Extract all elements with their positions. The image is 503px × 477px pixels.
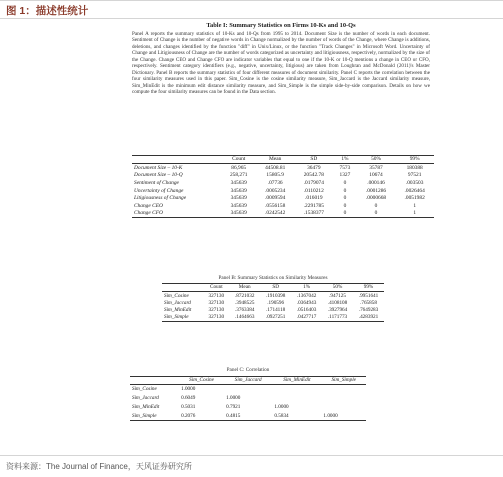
table-cell: .016019 xyxy=(305,195,323,202)
panel-c-col-header: Sim_Jaccard xyxy=(224,377,272,385)
table-cell: .8721032 xyxy=(234,292,255,299)
table-row xyxy=(130,403,366,412)
panel-a-table xyxy=(132,155,434,218)
table-cell: .0026464 xyxy=(404,187,425,194)
panel-c-header-row xyxy=(130,377,366,385)
table-cell: .3927964 xyxy=(327,306,348,313)
panel-a-col-header: Mean xyxy=(256,156,295,164)
table-cell: .0001286 xyxy=(365,187,387,194)
row-label: Sim_MinEdit xyxy=(164,306,192,313)
table-cell: 345639 xyxy=(222,210,256,218)
footer-divider xyxy=(0,455,503,456)
table-cell: .2291785 xyxy=(303,202,324,209)
table-cell: 0 xyxy=(343,187,347,194)
table-cell: 0 xyxy=(357,210,396,218)
table-cell: 345639 xyxy=(230,202,247,209)
table-cell: 1.0000 xyxy=(274,403,289,410)
row-label: Sim_Cosine xyxy=(132,386,157,393)
table-cell: 44508.81 xyxy=(265,164,286,171)
table-row xyxy=(132,194,434,202)
table-row xyxy=(130,394,366,403)
row-label: Change CFO xyxy=(132,210,222,218)
table-cell: 1.0000 xyxy=(321,411,366,420)
table-cell: 7573 xyxy=(339,164,351,171)
table-cell: .0427717 xyxy=(291,314,322,322)
table-cell: 258,271 xyxy=(229,172,248,179)
document-body xyxy=(132,22,430,96)
row-label: Sentiment of Change xyxy=(134,179,179,186)
table-cell: .0110212 xyxy=(303,187,324,194)
table-cell: .1538377 xyxy=(295,210,334,218)
row-label: Sim_Jaccard xyxy=(164,299,191,306)
table-cell: 327130 xyxy=(208,299,225,306)
panel-a-col-header: SD xyxy=(295,156,334,164)
table-cell: .0179074 xyxy=(303,179,324,186)
table-cell xyxy=(321,394,366,403)
table-cell: 180388 xyxy=(406,164,423,171)
table-cell: 0.2076 xyxy=(179,411,224,420)
table-cell: .1367042 xyxy=(296,292,317,299)
table-row xyxy=(132,187,434,195)
table-row xyxy=(132,164,434,172)
row-label: Sim_Cosine xyxy=(164,292,189,299)
table-cell: .0000668 xyxy=(365,195,387,202)
table-cell: 36479 xyxy=(307,164,321,171)
table-cell: 345639 xyxy=(230,195,247,202)
row-label: Sim_Simple xyxy=(130,411,179,420)
table-cell: 327130 xyxy=(203,314,229,322)
table-cell: 1.0000 xyxy=(226,395,241,402)
panel-c-col-header: Sim_Cosine xyxy=(179,377,224,385)
table-cell: .000146 xyxy=(367,179,385,186)
table-cell: 345639 xyxy=(230,179,247,186)
table-cell: 345639 xyxy=(230,187,247,194)
table-cell xyxy=(224,385,272,394)
table-row xyxy=(162,299,384,306)
table-cell: .0242542 xyxy=(256,210,295,218)
panel-b-header-row xyxy=(162,284,384,292)
panel-b-col-header: Count xyxy=(203,284,229,292)
figure-title: 图 1：描述性统计 xyxy=(6,5,89,17)
table-title: Table I: Summary Statistics on Firms 10-Ks and 10-Qs xyxy=(206,22,356,29)
table-cell: 0.4815 xyxy=(224,411,272,420)
table-cell: .947125 xyxy=(329,292,346,299)
panel-b-col-header xyxy=(162,284,203,292)
table-cell: .1171773 xyxy=(322,314,353,322)
table-row xyxy=(132,172,434,180)
table-row xyxy=(132,179,434,187)
panel-b-col-header: 1% xyxy=(291,284,322,292)
panel-b-col-header: Mean xyxy=(229,284,260,292)
row-label: Document Size – 10-Q xyxy=(134,172,183,179)
panel-b-col-header: 50% xyxy=(322,284,353,292)
panel-a-col-header xyxy=(132,156,222,164)
panel-a-col-header: Count xyxy=(222,156,256,164)
table-cell: 20542.78 xyxy=(303,172,324,179)
figure-header xyxy=(0,0,503,19)
table-cell: 0 xyxy=(343,195,347,202)
table-cell: 0.6049 xyxy=(181,395,196,402)
table-cell: .765858 xyxy=(360,299,377,306)
row-label: Uncertainty of Change xyxy=(134,187,184,194)
table-cell: 0 xyxy=(333,210,357,218)
table-cell: .7649283 xyxy=(358,306,379,313)
table-cell: .0927251 xyxy=(260,314,291,322)
table-row xyxy=(130,411,366,420)
panel-a-header-row xyxy=(132,156,434,164)
table-cell: 35787 xyxy=(369,164,383,171)
table-cell: 1327 xyxy=(339,172,351,179)
table-cell: .3763384 xyxy=(234,306,255,313)
row-label: Sim_Jaccard xyxy=(132,395,159,402)
table-cell: 97521 xyxy=(407,172,422,179)
table-cell: .0516403 xyxy=(296,306,317,313)
panel-a-col-header: 1% xyxy=(333,156,357,164)
panel-b-table xyxy=(162,283,384,322)
panel-c-col-header xyxy=(130,377,179,385)
panel-c-col-header: Sim_MinEdit xyxy=(272,377,321,385)
table-cell: .0005234 xyxy=(265,187,286,194)
row-label: Change CEO xyxy=(134,202,163,209)
table-cell: 0 xyxy=(343,179,347,186)
table-cell: .190596 xyxy=(267,299,285,306)
table-cell: .0364943 xyxy=(296,299,317,306)
table-cell: .1910398 xyxy=(265,292,286,299)
table-cell: .4108108 xyxy=(327,299,348,306)
panel-c-col-header: Sim_Simple xyxy=(321,377,366,385)
table-cell: 86,965 xyxy=(231,164,247,171)
panel-b-title: Panel B: Summary Statistics on Similarity Measures xyxy=(218,275,328,281)
panel-c-title: Panel C: Correlation xyxy=(226,367,270,373)
table-cell: 0.5031 xyxy=(181,403,196,410)
table-cell: 0 xyxy=(374,202,378,209)
table-cell xyxy=(272,394,321,403)
table-row xyxy=(162,292,384,300)
panel-c-table xyxy=(130,376,366,421)
table-cell: 0.5834 xyxy=(272,411,321,420)
table-cell: 327130 xyxy=(208,292,225,299)
table-cell: 327130 xyxy=(208,306,225,313)
table-cell: .07736 xyxy=(267,179,283,186)
row-label: Sim_MinEdit xyxy=(132,403,160,410)
panel-b-col-header: SD xyxy=(260,284,291,292)
table-cell: 1 xyxy=(395,210,434,218)
table-cell: .0556158 xyxy=(265,202,286,209)
table-cell: 0.7921 xyxy=(226,403,241,410)
table-description: Panel A reports the summary statistics of 10-Ks and 10-Qs from 1995 to 2014. Document Size is the number of words in each document. Sentiment of Change is the number of negative words in Change normalized by the number of words of the Change, where Change is additions, deletions, and changes identified by the function "diff" in Unix/Linux, or the function "Track Changes" in Microsoft Word. Uncertainty of Change and Litigiousness of Change are the number of words categorized as uncertainty and litigiousness, respectively, normalized by the size of the Change. Change CEO and Change CFO are indicator variables that equal to one if the 10-K or 10-Q mentions a change in CEO or CFO, respectively. Sentiment category identifiers (e.g., negative, uncertainty, litigious) are taken from Loughran and McDonald (2011)'s Master Dictionary. Panel B reports the summary statistics of four different measures of document similarity. Panel C reports the correlation between the four similarity measures used in this paper. Sim_Cosine is the cosine similarity measure, Sim_Jaccard is the Jaccard similarity measure, Sim_MinEdit is the minimum edit distance similarity measure, and Sim_Simple is the simple side-by-side comparison. Details on how we compute the four similarity measures can be found in the Data section. xyxy=(132,30,430,96)
row-label: Litigiousness of Change xyxy=(134,195,187,202)
table-cell: .3948525 xyxy=(234,299,255,306)
source-note: 资料来源：The Journal of Finance，天风证券研究所 xyxy=(6,462,192,471)
table-row xyxy=(162,314,384,322)
table-cell xyxy=(272,385,321,394)
row-label: Sim_Simple xyxy=(162,314,203,322)
table-cell: 15805.9 xyxy=(266,172,284,179)
table-row xyxy=(132,210,434,218)
table-cell: .4283921 xyxy=(353,314,384,322)
table-cell: .003503 xyxy=(405,179,424,186)
panel-a-col-header: 50% xyxy=(357,156,396,164)
table-row xyxy=(130,385,366,394)
table-cell: 10674 xyxy=(369,172,383,179)
table-cell xyxy=(321,385,366,394)
table-cell: .1714118 xyxy=(266,306,286,313)
table-cell: 1 xyxy=(413,202,417,209)
table-row xyxy=(132,202,434,210)
table-cell: 0 xyxy=(343,202,347,209)
table-cell: .1464663 xyxy=(229,314,260,322)
panel-a-col-header: 99% xyxy=(395,156,434,164)
table-cell xyxy=(321,403,366,412)
table-cell: 1.0000 xyxy=(181,386,196,393)
table-cell: .0009594 xyxy=(265,195,286,202)
row-label: Document Size – 10-K xyxy=(134,164,183,171)
table-cell: .0051982 xyxy=(404,195,425,202)
table-row xyxy=(162,306,384,313)
panel-b-col-header: 99% xyxy=(353,284,384,292)
table-cell: .9951641 xyxy=(358,292,379,299)
